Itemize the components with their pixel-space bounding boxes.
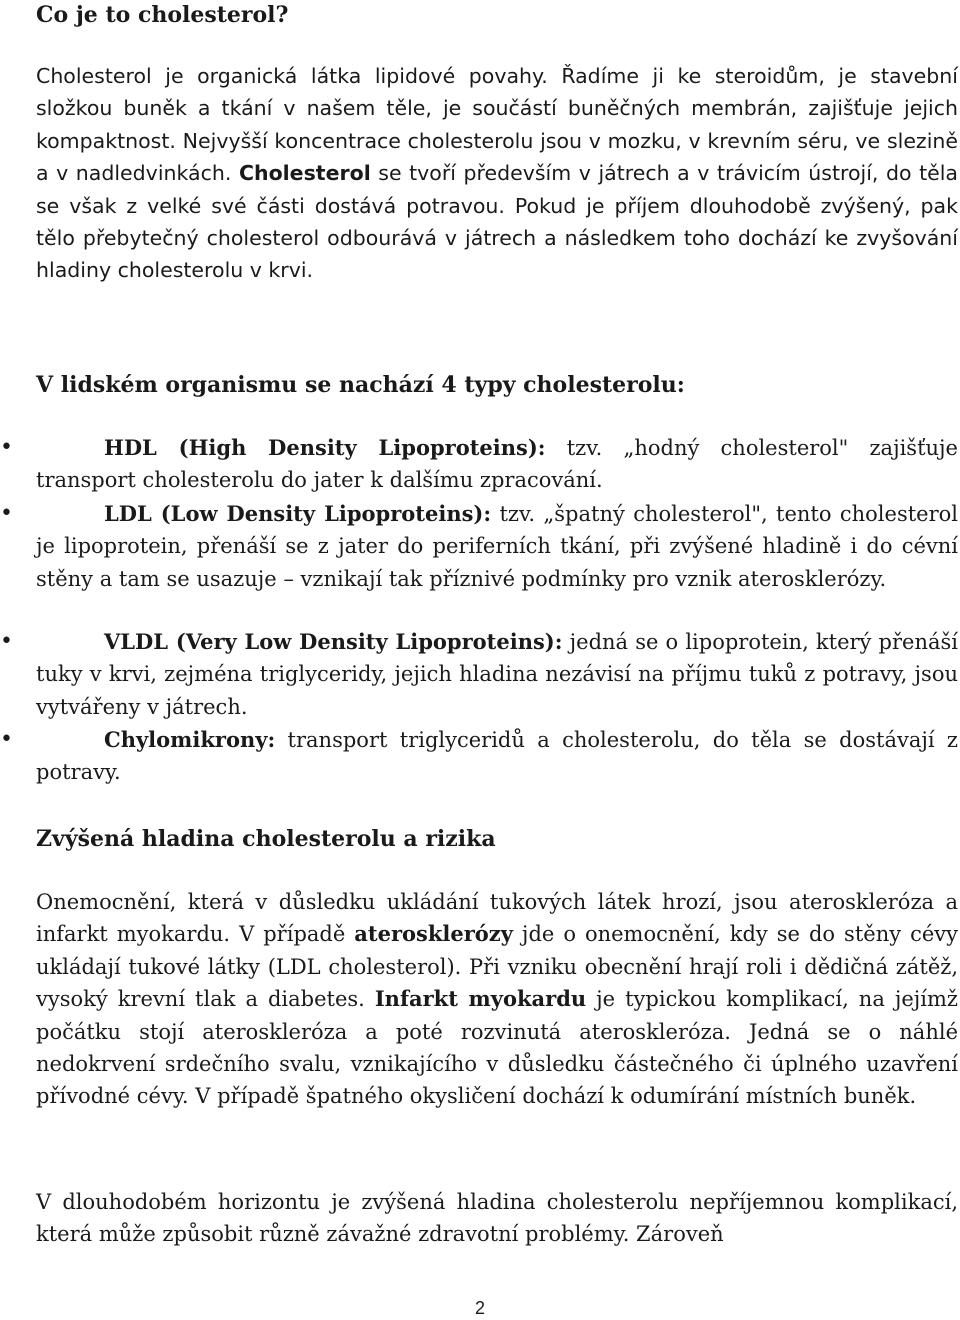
- risk-text-2: jde o onemocnění, kdy se do stěny cévy ukládají tukové látky (LDL cholesterol). Při vzniku obecnění hrají roli i dědičná zátěž, vysoký krevní tlak a diabetes.: [36, 922, 959, 1012]
- list-item-chylomicrons: [0, 724, 958, 789]
- term-vldl: VLDL (Very Low Density Lipoproteins):: [104, 629, 563, 654]
- desc-chylomicrons: transport triglyceridů a cholesterolu, do těla se dostávají z potravy.: [36, 728, 958, 785]
- risk-text-1: Onemocnění, která v důsledku ukládání tukových látek hrozí, jsou ateroskleróza a infarkt myokardu. V případě: [36, 890, 958, 947]
- intro-paragraph: [36, 60, 958, 287]
- heading-what-is-cholesterol: Co je to cholesterol?: [36, 2, 289, 28]
- risk-paragraph: [36, 886, 958, 1113]
- bullet-icon: •: [0, 629, 13, 654]
- list-item-hdl: [0, 432, 958, 497]
- term-hdl: HDL (High Density Lipoproteins):: [104, 435, 546, 460]
- risk-bold-infarction: Infarkt myokardu: [374, 986, 587, 1012]
- term-ldl: LDL (Low Density Lipoproteins):: [104, 501, 492, 526]
- long-term-paragraph: V dlouhodobém horizontu je zvýšená hladina cholesterolu nepříjemnou komplikací, která může způsobit různě závažné zdravotní problémy. Zároveň: [36, 1190, 958, 1247]
- list-item-ldl: [0, 498, 958, 595]
- bullet-icon: •: [0, 435, 13, 460]
- bullet-icon: •: [0, 727, 13, 752]
- heading-risks: Zvýšená hladina cholesterolu a rizika: [36, 826, 496, 852]
- bullet-icon: •: [0, 501, 13, 526]
- intro-text-2: se tvoří především v játrech a v trávicím ústrojí, do těla se však z velké své části dostává potravou. Pokud je příjem dlouhodobě zvýšený, pak tělo přebytečný cholesterol odbourává v játrech a následkem toho dochází ke zvyšování hladiny cholesterolu v krvi.: [36, 161, 958, 283]
- desc-ldl: tzv. „špatný cholesterol", tento cholesterol je lipoprotein, přenáší se z jater do periferních tkání, při zvýšené hladině i do cévní stěny a tam se usazuje – vznikají tak příznivé podmínky pro vznik aterosklerózy.: [36, 502, 958, 591]
- term-chylomicrons: Chylomikrony:: [104, 727, 276, 752]
- intro-bold-cholesterol: Cholesterol: [238, 161, 371, 186]
- risk-text-3: je typickou komplikací, na jejímž počátku stojí ateroskleróza a poté rozvinutá ateroskleróza. Jedná se o náhlé nedokrvení srdečního svalu, vznikajícího v důsledku částečného či úplného uzavření přívodné cévy. V případě špatného okysličení dochází k odumírání místních buněk.: [36, 987, 958, 1109]
- desc-vldl: jedná se o lipoprotein, který přenáší tuky v krvi, zejména triglyceridy, jejich hladina nezávisí na příjmu tuků z potravy, jsou vytvářeny v játrech.: [36, 630, 958, 719]
- heading-four-types: V lidském organismu se nachází 4 typy cholesterolu:: [36, 372, 685, 398]
- intro-text-1: Cholesterol je organická látka lipidové povahy. Řadíme ji ke steroidům, je stavební složkou buněk a tkání v našem těle, je součástí buněčných membrán, zajišťuje jejich kompaktnost. Nejvyšší koncentrace cholesterolu jsou v mozku, v krevním séru, ve slezině a v nadledvinkách.: [36, 64, 958, 186]
- desc-hdl: tzv. „hodný cholesterol" zajišťuje transport cholesterolu do jater k dalšímu zpracování.: [36, 436, 958, 493]
- page-number: 2: [474, 1298, 485, 1318]
- risk-bold-atherosclerosis: aterosklerózy: [354, 921, 513, 947]
- list-item-vldl: [0, 626, 958, 723]
